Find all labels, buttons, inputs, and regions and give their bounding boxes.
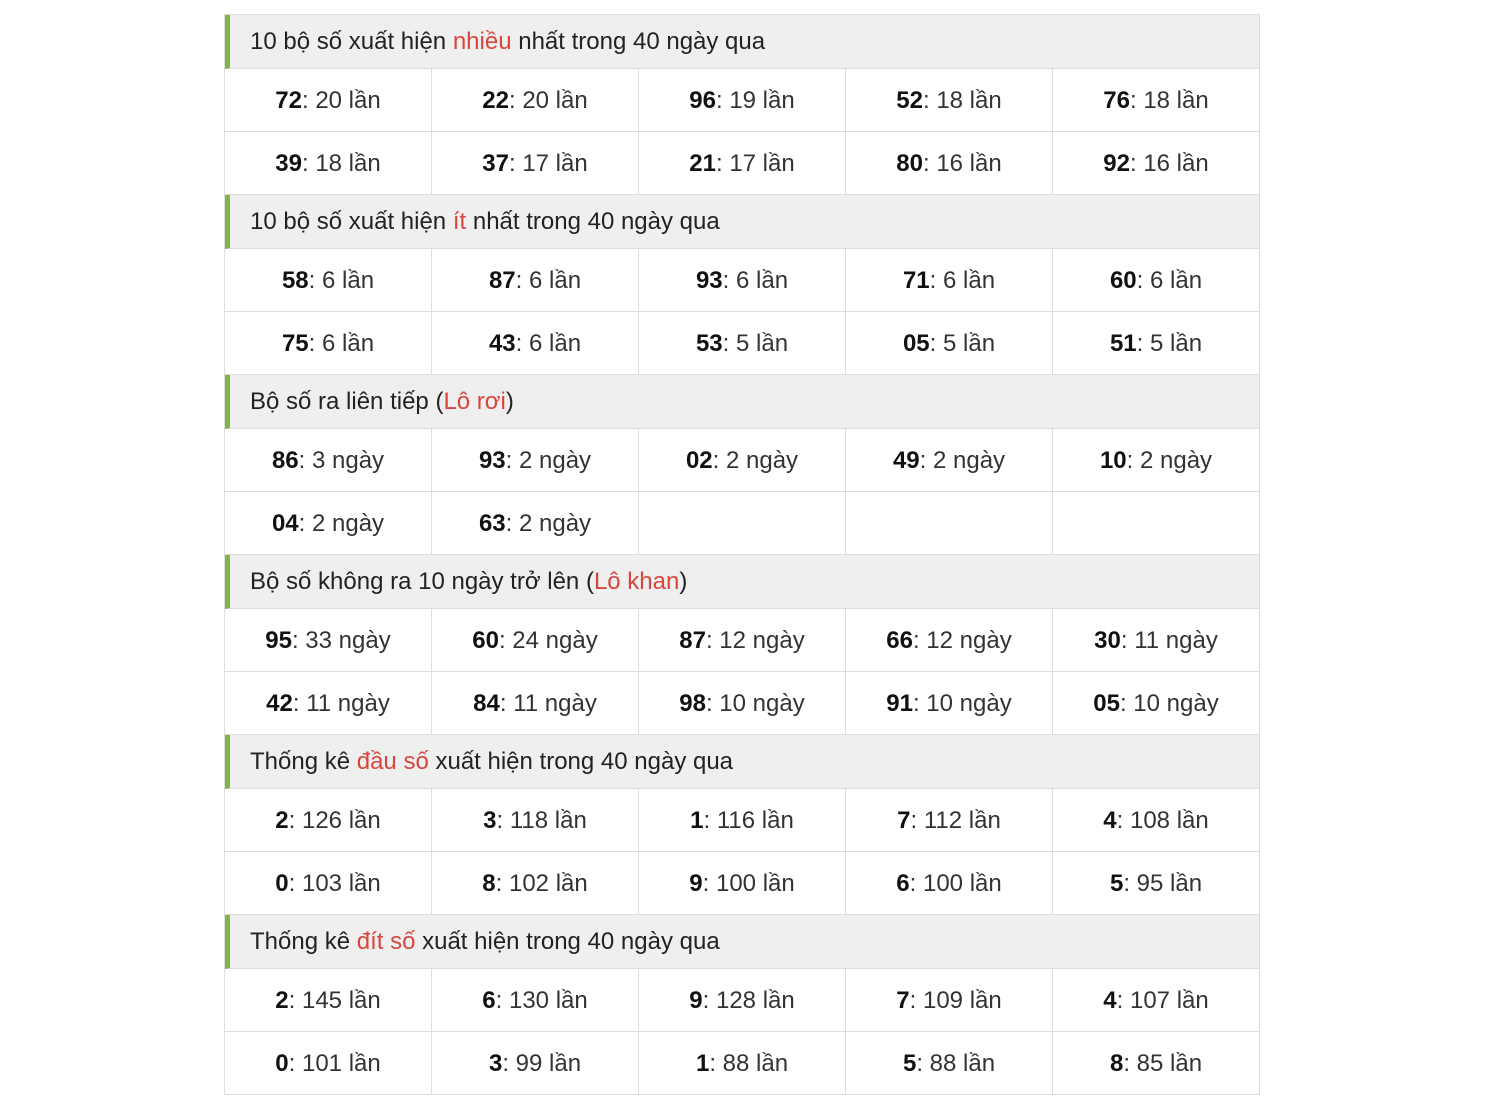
stat-cell xyxy=(225,609,432,672)
stat-cell xyxy=(639,492,846,555)
stat-value: : 112 lần xyxy=(910,807,1001,834)
section-title-part: xuất hiện trong 40 ngày qua xyxy=(415,928,720,955)
stat-number: 53 xyxy=(695,330,723,357)
table-row xyxy=(225,609,1259,672)
stat-cell xyxy=(1053,789,1259,852)
stat-cell xyxy=(432,672,639,735)
stat-cell xyxy=(846,429,1053,492)
stat-value: : 88 lần xyxy=(916,1050,996,1077)
stat-cell xyxy=(846,312,1053,375)
stat-cell xyxy=(432,1032,639,1095)
stat-number: 9 xyxy=(689,987,703,1014)
stat-number: 4 xyxy=(1103,987,1117,1014)
stat-value: : 2 ngày xyxy=(298,510,385,537)
stat-value: : 2 ngày xyxy=(919,447,1006,474)
stat-value: : 3 ngày xyxy=(298,447,385,474)
stat-cell xyxy=(225,69,432,132)
stat-cell xyxy=(225,789,432,852)
section-title-part: nhất trong 40 ngày qua xyxy=(466,208,720,235)
stat-number: 60 xyxy=(472,627,499,654)
stat-value: : 109 lần xyxy=(909,987,1002,1014)
stat-number: 42 xyxy=(266,690,293,717)
stat-number: 3 xyxy=(488,1050,503,1077)
stat-value: : 145 lần xyxy=(288,987,381,1014)
section-title-part: nhất trong 40 ngày qua xyxy=(511,28,766,55)
stat-cell xyxy=(432,609,639,672)
stat-number: 10 xyxy=(1099,447,1127,474)
stat-number: 71 xyxy=(902,267,930,294)
stat-number: 93 xyxy=(695,267,723,294)
stat-number: 8 xyxy=(482,870,496,897)
stat-number: 52 xyxy=(896,87,923,114)
stat-cell xyxy=(639,1032,846,1095)
stat-cell xyxy=(225,852,432,915)
section-title-part: Bộ số ra liên tiếp ( xyxy=(250,388,444,415)
section-title-part: đầu số xyxy=(356,748,429,775)
stat-value: : 20 lần xyxy=(301,87,381,114)
stat-value: : 2 ngày xyxy=(505,447,592,474)
stat-cell xyxy=(639,609,846,672)
stat-cell xyxy=(1053,249,1259,312)
stat-cell xyxy=(432,969,639,1032)
table-row xyxy=(225,969,1259,1032)
stat-cell xyxy=(846,852,1053,915)
stat-value: : 6 lần xyxy=(1136,267,1203,294)
stat-cell xyxy=(225,492,432,555)
stat-value: : 102 lần xyxy=(495,870,588,897)
stat-cell xyxy=(639,249,846,312)
section-title-part: đít số xyxy=(356,928,416,955)
stat-value: : 6 lần xyxy=(722,267,789,294)
stat-value: : 10 ngày xyxy=(705,690,805,717)
stat-number: 92 xyxy=(1103,150,1130,177)
stat-number: 37 xyxy=(482,150,509,177)
stat-cell xyxy=(846,1032,1053,1095)
stat-cell xyxy=(639,852,846,915)
stat-number: 0 xyxy=(275,1050,289,1077)
stat-cell xyxy=(225,429,432,492)
stat-cell xyxy=(1053,1032,1259,1095)
stat-cell xyxy=(432,312,639,375)
stat-number: 21 xyxy=(689,150,716,177)
stat-number: 2 xyxy=(275,987,289,1014)
stat-number: 39 xyxy=(275,150,302,177)
stat-value: : 2 ngày xyxy=(505,510,592,537)
stat-number: 7 xyxy=(896,987,910,1014)
table-row xyxy=(225,789,1259,852)
stat-number: 87 xyxy=(488,267,516,294)
table-row xyxy=(225,852,1259,915)
stat-value: : 10 ngày xyxy=(912,690,1012,717)
table-row xyxy=(225,492,1259,555)
stat-number: 1 xyxy=(695,1050,710,1077)
table-row xyxy=(225,69,1259,132)
section-header-consecutive-lo-roi xyxy=(225,375,1259,429)
section-title-part: ) xyxy=(679,568,688,595)
lottery-statistics-table xyxy=(224,14,1260,1095)
stat-cell xyxy=(1053,609,1259,672)
stat-number: 43 xyxy=(488,330,516,357)
stat-cell xyxy=(432,492,639,555)
stat-number: 72 xyxy=(275,87,302,114)
stat-value: : 99 lần xyxy=(502,1050,582,1077)
stat-number: 91 xyxy=(886,690,913,717)
stat-number: 1 xyxy=(690,807,704,834)
stat-cell xyxy=(846,132,1053,195)
stat-cell xyxy=(1053,312,1259,375)
stat-number: 22 xyxy=(482,87,509,114)
stat-number: 5 xyxy=(1109,870,1124,897)
stat-value: : 100 lần xyxy=(702,870,795,897)
stat-cell xyxy=(846,69,1053,132)
stat-number: 05 xyxy=(1093,690,1120,717)
stat-cell xyxy=(846,789,1053,852)
stat-number: 98 xyxy=(679,690,706,717)
section-title-part: ) xyxy=(505,388,514,415)
stat-number: 5 xyxy=(902,1050,917,1077)
stat-value: : 6 lần xyxy=(308,330,375,357)
stat-cell xyxy=(1053,429,1259,492)
stat-cell xyxy=(225,249,432,312)
stat-cell xyxy=(225,1032,432,1095)
stat-value: : 16 lần xyxy=(1129,150,1209,177)
stat-cell xyxy=(846,969,1053,1032)
stat-number: 84 xyxy=(473,690,500,717)
stat-number: 87 xyxy=(679,627,706,654)
stat-cell xyxy=(1053,492,1259,555)
table-row xyxy=(225,672,1259,735)
stat-cell xyxy=(225,672,432,735)
stat-cell xyxy=(1053,969,1259,1032)
stat-value: : 101 lần xyxy=(288,1050,381,1077)
stat-number: 96 xyxy=(689,87,716,114)
stat-value: : 6 lần xyxy=(308,267,375,294)
stat-number: 04 xyxy=(271,510,299,537)
stat-value: : 6 lần xyxy=(515,267,582,294)
stat-cell xyxy=(432,852,639,915)
section-header-lo-khan xyxy=(225,555,1259,609)
section-title-part: 10 bộ số xuất hiện xyxy=(250,28,453,55)
stat-value: : 33 ngày xyxy=(291,627,391,654)
stat-cell xyxy=(225,969,432,1032)
stat-number: 58 xyxy=(281,267,309,294)
section-header-most-frequent xyxy=(225,15,1259,69)
section-title-part: xuất hiện trong 40 ngày qua xyxy=(428,748,734,775)
stat-number: 60 xyxy=(1109,267,1137,294)
stat-cell xyxy=(1053,69,1259,132)
stat-value: : 17 lần xyxy=(715,150,795,177)
stat-cell xyxy=(639,429,846,492)
stat-number: 76 xyxy=(1103,87,1130,114)
stat-value: : 12 ngày xyxy=(705,627,805,654)
stat-number: 66 xyxy=(886,627,913,654)
stat-number: 3 xyxy=(483,807,497,834)
stat-cell xyxy=(432,69,639,132)
stat-cell xyxy=(639,969,846,1032)
stat-number: 86 xyxy=(271,447,299,474)
stat-cell xyxy=(846,672,1053,735)
section-header-dit-so xyxy=(225,915,1259,969)
stat-value: : 116 lần xyxy=(703,807,794,834)
stat-value: : 16 lần xyxy=(922,150,1002,177)
stat-number: 0 xyxy=(275,870,289,897)
stat-number: 9 xyxy=(689,870,703,897)
stat-number: 51 xyxy=(1109,330,1137,357)
stat-cell xyxy=(225,312,432,375)
stat-value: : 10 ngày xyxy=(1119,690,1219,717)
stat-number: 2 xyxy=(275,807,289,834)
stat-value: : 128 lần xyxy=(702,987,795,1014)
section-title-part: Thống kê xyxy=(250,748,357,775)
stat-cell xyxy=(432,789,639,852)
table-row xyxy=(225,429,1259,492)
stat-number: 49 xyxy=(892,447,920,474)
stat-value: : 108 lần xyxy=(1116,807,1209,834)
stat-number: 30 xyxy=(1094,627,1121,654)
stat-value: : 5 lần xyxy=(929,330,996,357)
stat-number: 4 xyxy=(1103,807,1117,834)
stat-value: : 19 lần xyxy=(715,87,795,114)
stat-cell xyxy=(639,672,846,735)
table-row xyxy=(225,312,1259,375)
stat-value: : 2 ngày xyxy=(1126,447,1213,474)
stat-cell xyxy=(639,132,846,195)
stat-value: : 17 lần xyxy=(508,150,588,177)
section-header-dau-so xyxy=(225,735,1259,789)
stat-number: 02 xyxy=(685,447,713,474)
section-title-part: Thống kê xyxy=(250,928,357,955)
stat-value: : 88 lần xyxy=(709,1050,789,1077)
stat-cell xyxy=(432,132,639,195)
section-title-part: Lô khan xyxy=(593,568,680,595)
stat-number: 6 xyxy=(896,870,910,897)
stat-value: : 85 lần xyxy=(1123,1050,1203,1077)
stat-value: : 18 lần xyxy=(1129,87,1209,114)
section-header-least-frequent xyxy=(225,195,1259,249)
stat-cell xyxy=(846,492,1053,555)
stat-cell xyxy=(846,609,1053,672)
stat-value: : 18 lần xyxy=(922,87,1002,114)
section-title-part: Bộ số không ra 10 ngày trở lên ( xyxy=(250,568,594,595)
stat-value: : 11 ngày xyxy=(1120,627,1218,654)
stat-number: 95 xyxy=(265,627,292,654)
stat-value: : 20 lần xyxy=(508,87,588,114)
stat-value: : 11 ngày xyxy=(499,690,597,717)
stat-value: : 5 lần xyxy=(722,330,789,357)
stat-value: : 12 ngày xyxy=(912,627,1012,654)
stat-value: : 24 ngày xyxy=(498,627,598,654)
stat-cell xyxy=(225,132,432,195)
stat-value: : 5 lần xyxy=(1136,330,1203,357)
stat-value: : 11 ngày xyxy=(292,690,390,717)
stat-value: : 6 lần xyxy=(515,330,582,357)
stat-cell xyxy=(639,69,846,132)
section-title-part: ít xyxy=(452,208,467,235)
stat-cell xyxy=(432,429,639,492)
stat-cell xyxy=(1053,852,1259,915)
stat-value: : 130 lần xyxy=(495,987,588,1014)
stat-value: : 18 lần xyxy=(301,150,381,177)
table-row xyxy=(225,249,1259,312)
stat-cell xyxy=(1053,132,1259,195)
stat-cell xyxy=(639,789,846,852)
stat-cell xyxy=(846,249,1053,312)
stat-number: 8 xyxy=(1109,1050,1124,1077)
stat-number: 7 xyxy=(897,807,911,834)
stat-value: : 107 lần xyxy=(1116,987,1209,1014)
stat-cell xyxy=(1053,672,1259,735)
stat-value: : 103 lần xyxy=(288,870,381,897)
stat-value: : 95 lần xyxy=(1123,870,1203,897)
stat-number: 05 xyxy=(902,330,930,357)
section-title-part: Lô rơi xyxy=(443,388,506,415)
stat-cell xyxy=(639,312,846,375)
stat-value: : 126 lần xyxy=(288,807,381,834)
section-title-part: 10 bộ số xuất hiện xyxy=(250,208,453,235)
table-row xyxy=(225,132,1259,195)
stat-number: 75 xyxy=(281,330,309,357)
table-row xyxy=(225,1032,1259,1095)
stat-number: 6 xyxy=(482,987,496,1014)
stat-value: : 2 ngày xyxy=(712,447,799,474)
stat-number: 63 xyxy=(478,510,506,537)
stat-number: 93 xyxy=(478,447,506,474)
stat-value: : 118 lần xyxy=(496,807,587,834)
stat-value: : 6 lần xyxy=(929,267,996,294)
stat-value: : 100 lần xyxy=(909,870,1002,897)
stat-number: 80 xyxy=(896,150,923,177)
section-title-part: nhiều xyxy=(452,28,512,55)
stat-cell xyxy=(432,249,639,312)
